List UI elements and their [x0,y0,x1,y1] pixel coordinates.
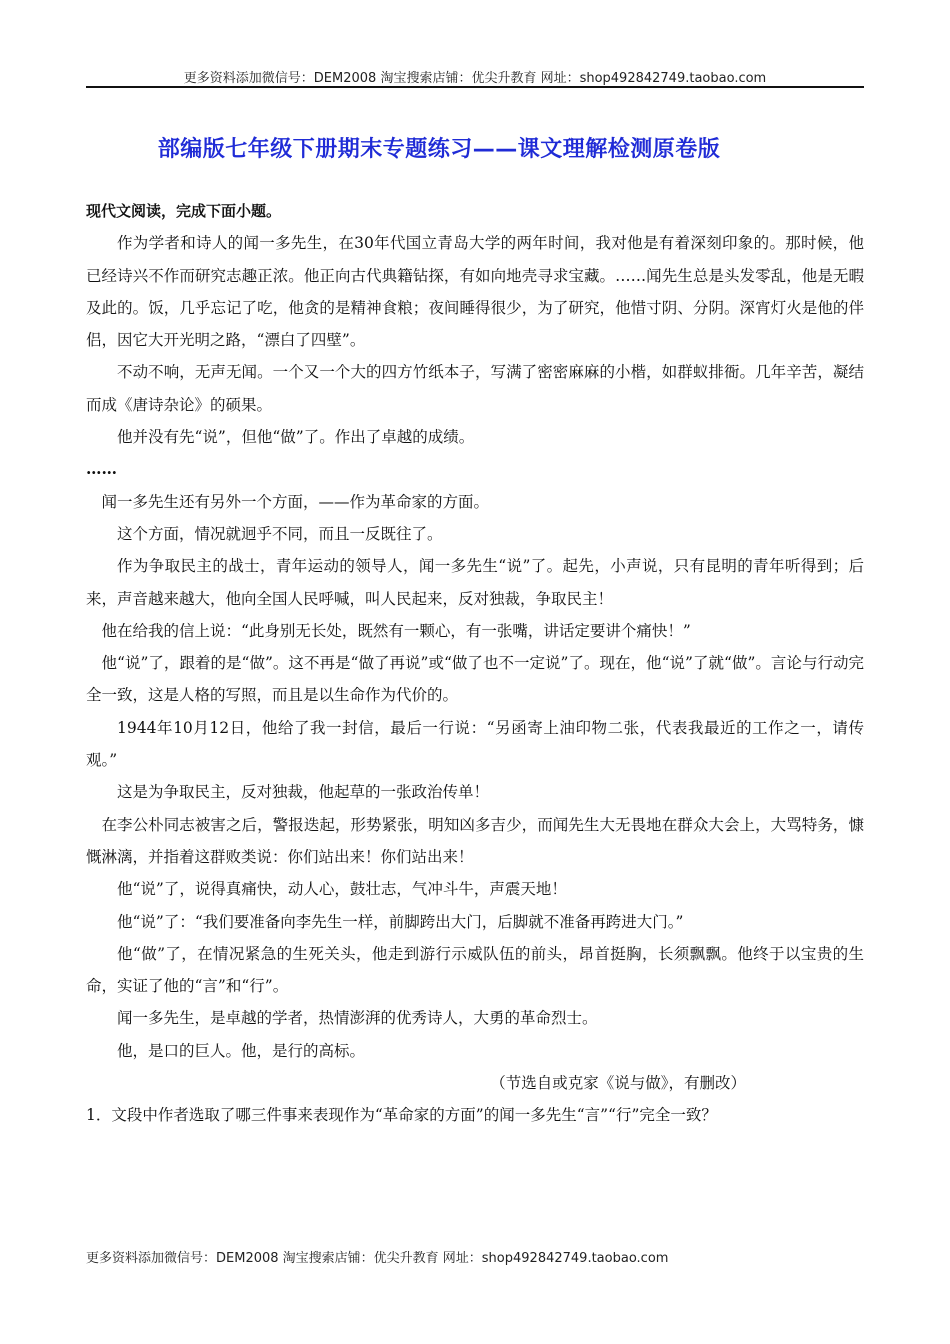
paragraph-6: 作为争取民主的战士，青年运动的领导人，闻一多先生“说”了。起先，小声说，只有昆明的青年听得到；后来，声音越来越大，他向全国人民呼喊，叫人民起来，反对独裁，争取民主！ [86,557,864,608]
paragraph-9: 1944年10月12日，他给了我一封信，最后一行说：“另函寄上油印物二张，代表我最近的工作之一，请传观。” [86,718,864,770]
paragraph-16: 他，是口的巨人。他，是行的高标。 [117,1041,366,1060]
paragraph-3: 他并没有先“说”，但他“做”了。作出了卓越的成绩。 [117,428,475,447]
paragraph-13: 他“说”了：“我们要准备向李先生一样，前脚跨出大门，后脚就不准备再跨进大门。” [117,912,684,931]
document-body [86,195,864,1132]
paragraph-5: 这个方面，情况就迥乎不同，而且一反既往了。 [117,524,443,543]
header-divider [86,86,864,88]
page-title: 部编版七年级下册期末专题练习——课文理解检测原卷版 [157,137,721,162]
source-citation: （节选自或克家《说与做》，有删改） [490,1074,746,1093]
paragraph-2: 不动不响，无声无闻。一个又一个大的四方竹纸本子，写满了密密麻麻的小楷，如群蚁排衙。几年辛苦，凝结而成《唐诗杂论》的硕果。 [86,363,864,414]
paragraph-1: 作为学者和诗人的闻一多先生，在30年代国立青岛大学的两年时间，我对他是有着深刻印象的。那时候，他已经诗兴不作而研究志趣正浓。他正向古代典籍钻探，有如向地壳寻求宝藏。……闻先生总是头发零乱，他是无暇及此的。饭，几乎忘记了吃，他贪的是精神食粮；夜间睡得很少，为了研究，他惜寸阴、分阴。深宵灯火是他的伴侣，因它大开光明之路，“漂白了四壁”。 [86,234,864,350]
paragraph-10: 这是为争取民主，反对独裁，他起草的一张政治传单！ [117,783,490,802]
paragraph-7: 他在给我的信上说：“此身别无长处，既然有一颗心，有一张嘴，讲话定要讲个痛快！” [101,621,691,640]
question-1: 1．文段中作者选取了哪三件事来表现作为“革命家的方面”的闻一多先生“言”“行”完全一致？ [86,1106,717,1125]
section-heading: 现代文阅读，完成下面小题。 [86,202,282,220]
paragraph-11: 在李公朴同志被害之后，警报迭起，形势紧张，明知凶多吉少，而闻先生大无畏地在群众大会上，大骂特务，慷慨淋漓，并指着这群败类说：你们站出来！你们站出来！ [86,815,864,866]
paragraph-15: 闻一多先生，是卓越的学者，热情澎湃的优秀诗人，大勇的革命烈士。 [117,1009,598,1028]
header-contact-note: 更多资料添加微信号：DEM2008 淘宝搜索店铺：优尖升教育 网址：shop492842749.taobao.com [183,71,767,86]
paragraph-14: 他“做”了，在情况紧急的生死关头，他走到游行示威队伍的前头，昂首挺胸，长须飘飘。他终于以宝贵的生命，实证了他的“言”和“行”。 [86,944,864,996]
paragraph-12: 他“说”了，说得真痛快，动人心，鼓壮志，气冲斗牛，声震天地！ [117,880,567,899]
paragraph-4: 闻一多先生还有另外一个方面，——作为革命家的方面。 [101,492,490,511]
footer-contact-note: 更多资料添加微信号：DEM2008 淘宝搜索店铺：优尖升教育 网址：shop492842749.taobao.com [86,1251,669,1266]
paragraph-8: 他“说”了，跟着的是“做”。这不再是“做了再说”或“做了也不一定说”了。现在，他“说”了就“做”。言论与行动完全一致，这是人格的写照，而且是以生命作为代价的。 [86,654,864,705]
omission-mark: …… [86,459,117,479]
